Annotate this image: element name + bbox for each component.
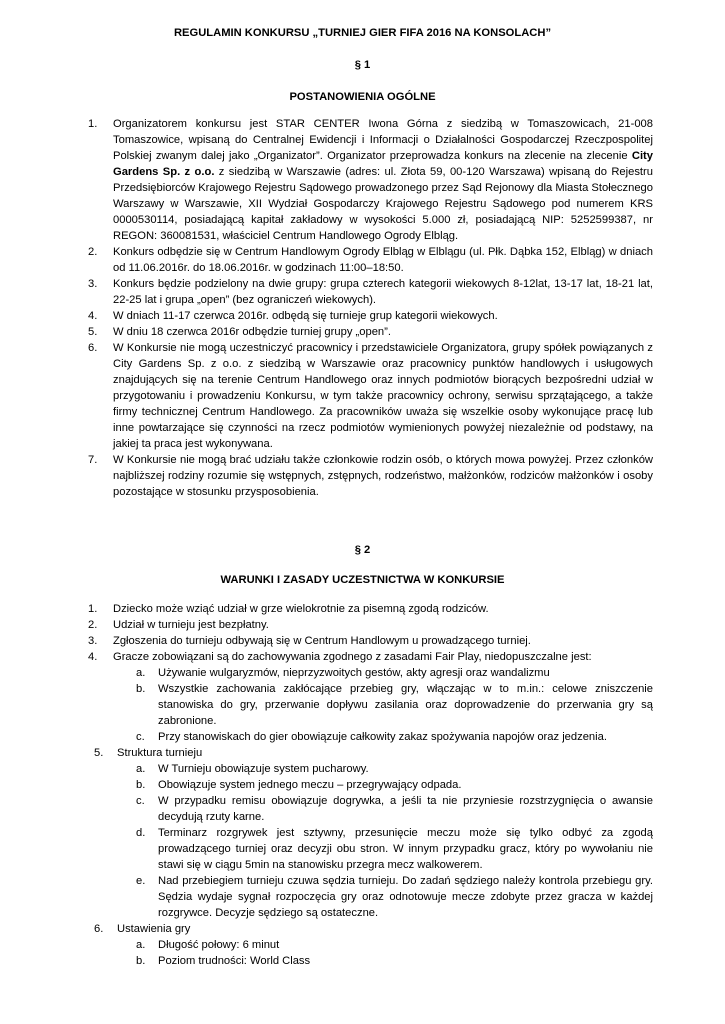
sub-item-text: W przypadku remisu obowiązuje dogrywka, a jeśli ta nie przyniesie rozstrzygnięcia o awansie decydują rzuty karne. (158, 795, 653, 823)
list-item (0, 324, 725, 340)
item-text: Konkurs odbędzie się w Centrum Handlowym Ogrody Elbląg w Elblągu (ul. Płk. Dąbka 152, Elbląg) w dniach od 11.06.2016r. do 18.06.2016r. w godzinach 11:00–18:50. (113, 246, 653, 274)
item-number: 5. (94, 747, 104, 759)
sub-item (0, 665, 725, 681)
item-text: Zgłoszenia do turnieju odbywają się w Centrum Handlowym u prowadzącego turniej. (113, 635, 531, 647)
sub-item-letter: d. (136, 827, 146, 839)
sub-item-text: Terminarz rozgrywek jest sztywny, przesunięcie meczu może się tylko odbyć za zgodą prowadzącego turniej oraz decyzji obu stron. W innym przypadku gracz, który po wywołaniu nie stawi się w ciągu 5min na stanowisku przegra mecz walkowerem. (158, 827, 653, 871)
list-item (0, 308, 725, 324)
item-number: 3. (88, 278, 98, 290)
item-number: 5. (88, 326, 98, 338)
item-text: Gracze zobowiązani są do zachowywania zgodnego z zasadami Fair Play, niedopuszczalne jest: (113, 651, 592, 663)
item-number: 1. (88, 603, 98, 615)
sub-item (0, 937, 725, 953)
item-text: W dniu 18 czerwca 2016r odbędzie turniej grupy „open”. (113, 326, 391, 338)
section-1-heading: POSTANOWIENIA OGÓLNE (289, 91, 436, 103)
sub-item-letter: c. (136, 795, 145, 807)
list-item (0, 340, 725, 452)
section-2-heading: WARUNKI I ZASADY UCZESTNICTWA W KONKURSIE (220, 574, 505, 586)
sub-item (0, 953, 725, 969)
item-number: 3. (88, 635, 98, 647)
item-number: 2. (88, 246, 98, 258)
item-text: Struktura turnieju (117, 747, 203, 759)
item-number: 2. (88, 619, 98, 631)
sub-item-text: Nad przebiegiem turnieju czuwa sędzia turnieju. Do zadań sędziego należy kontrola przebiegu gry. Sędzia wydaje sygnał rozpoczęcia gry oraz odnotowuje mecze zdobyte przez gracza w każdej rozgrywce. Decyzje sędziego są ostateczne. (158, 875, 653, 919)
list-item (0, 452, 725, 500)
sub-item-text: Wszystkie zachowania zakłócające przebieg gry, włączając w to m.in.: celowe zniszczenie stanowiska do gry, przerwanie dopływu zasilania oraz doprowadzenie do przerwania gry są zabronione. (158, 683, 653, 727)
sub-item-text: Używanie wulgaryzmów, nieprzyzwoitych gestów, akty agresji oraz wandalizmu (158, 667, 550, 679)
list-item (0, 116, 725, 244)
list-item (0, 649, 725, 665)
sub-item-letter: a. (136, 763, 146, 775)
item-text: W Konkursie nie mogą uczestniczyć pracownicy i przedstawiciele Organizatora, grupy spółek powiązanych z City Gardens Sp. z o.o. z siedzibą w Warszawie oraz pracownicy punktów handlowych i usługowych znajdujących się na terenie Centrum Handlowego oraz innych podmiotów biorących bezpośredni udział w przygotowaniu i prowadzeniu Konkursu, w tym także pracownicy ochrony, serwisu sprzątającego, a także firmy technicznej Centrum Handlowego. Za pracowników uważa się wszelkie osoby wykonujące pracę lub inne powtarzające się czynności na rzecz podmiotów wymienionych powyżej niezależnie od podstawy, na jakiej ta praca jest wykonywana. (113, 342, 653, 450)
sub-item (0, 761, 725, 777)
item-number: 7. (88, 454, 98, 466)
sub-item-letter: b. (136, 955, 146, 967)
sub-item (0, 729, 725, 745)
sub-item-text: Przy stanowiskach do gier obowiązuje całkowity zakaz spożywania napojów oraz jedzenia. (158, 731, 607, 743)
list-item (0, 617, 725, 633)
item-number: 6. (88, 342, 98, 354)
sub-item (0, 793, 725, 825)
sub-item-letter: b. (136, 683, 146, 695)
item-number: 6. (94, 923, 104, 935)
section-1-list (0, 116, 725, 500)
sub-item-text: Obowiązuje system jednego meczu – przegrywający odpada. (158, 779, 462, 791)
sub-item-letter: a. (136, 667, 146, 679)
item-number: 4. (88, 310, 98, 322)
sub-item (0, 825, 725, 873)
sub-item-text: Długość połowy: 6 minut (158, 939, 280, 951)
sub-item-letter: c. (136, 731, 145, 743)
list-item (0, 244, 725, 276)
item-text: Dziecko może wziąć udział w grze wielokrotnie za pisemną zgodą rodziców. (113, 603, 489, 615)
sub-item-letter: e. (136, 875, 146, 887)
sub-item (0, 777, 725, 793)
list-item (0, 276, 725, 308)
item-text: W dniach 11-17 czerwca 2016r. odbędą się turnieje grup kategorii wiekowych. (113, 310, 498, 322)
list-item (0, 633, 725, 649)
item-text: Konkurs będzie podzielony na dwie grupy: grupa czterech kategorii wiekowych 8-12lat, 13-17 lat, 18-21 lat, 22-25 lat i grupa „open” (bez ograniczeń wiekowych). (113, 278, 653, 306)
sub-item-letter: a. (136, 939, 146, 951)
sub-item-letter: b. (136, 779, 146, 791)
company-name: City Gardens Sp. z o.o. (113, 150, 653, 178)
sub-item-text: W Turnieju obowiązuje system pucharowy. (158, 763, 369, 775)
section-1-number: § 1 (354, 59, 371, 71)
sub-item (0, 873, 725, 921)
section-2-list (0, 601, 725, 969)
list-item (0, 601, 725, 617)
item-text: Ustawienia gry (117, 923, 191, 935)
list-item (0, 745, 725, 761)
item-number: 1. (88, 118, 98, 130)
sub-item (0, 681, 725, 729)
sub-item-text: Poziom trudności: World Class (158, 955, 311, 967)
document-title: REGULAMIN KONKURSU „TURNIEJ GIER FIFA 2016 NA KONSOLACH” (173, 27, 552, 39)
item-text: Udział w turnieju jest bezpłatny. (113, 619, 269, 631)
item-text: Organizatorem konkursu jest STAR CENTER Iwona Górna z siedzibą w Tomaszowicach, 21-008 Tomaszowice, wpisaną do Centralnej Ewidencji i Informacji o Działalności Gospodarczej Rzeczpospolitej Polskiej zwanym dalej jako „Organizator”. Organizator przeprowadza konkurs na zlecenie na zlecenie City Gardens Sp. z o.o. z siedzibą w Warszawie (adres: ul. Złota 59, 00-120 Warszawa) wpisaną do Rejestru Przedsiębiorców Krajowego Rejestru Sądowego prowadzonego przez Sąd Rejonowy dla Miasta Stołecznego Warszawy w Warszawie, XII Wydział Gospodarczy Krajowego Rejestru Sądowego pod numerem KRS 0000530114, posiadającą kapitał zakładowy w wysokości 5.000 zł, posiadającą NIP: 5252599387, nr REGON: 360081531, właściciel Centrum Handlowego Ogrody Elbląg. (113, 118, 653, 242)
item-number: 4. (88, 651, 98, 663)
list-item (0, 921, 725, 937)
item-text: W Konkursie nie mogą brać udziału także członkowie rodzin osób, o których mowa powyżej. Przez członków najbliższej rodziny rozumie się wstępnych, zstępnych, rodzeństwo, małżonków, rodziców małżonków i osoby pozostające w stosunku przysposobienia. (113, 454, 653, 498)
section-2-number: § 2 (354, 544, 371, 556)
